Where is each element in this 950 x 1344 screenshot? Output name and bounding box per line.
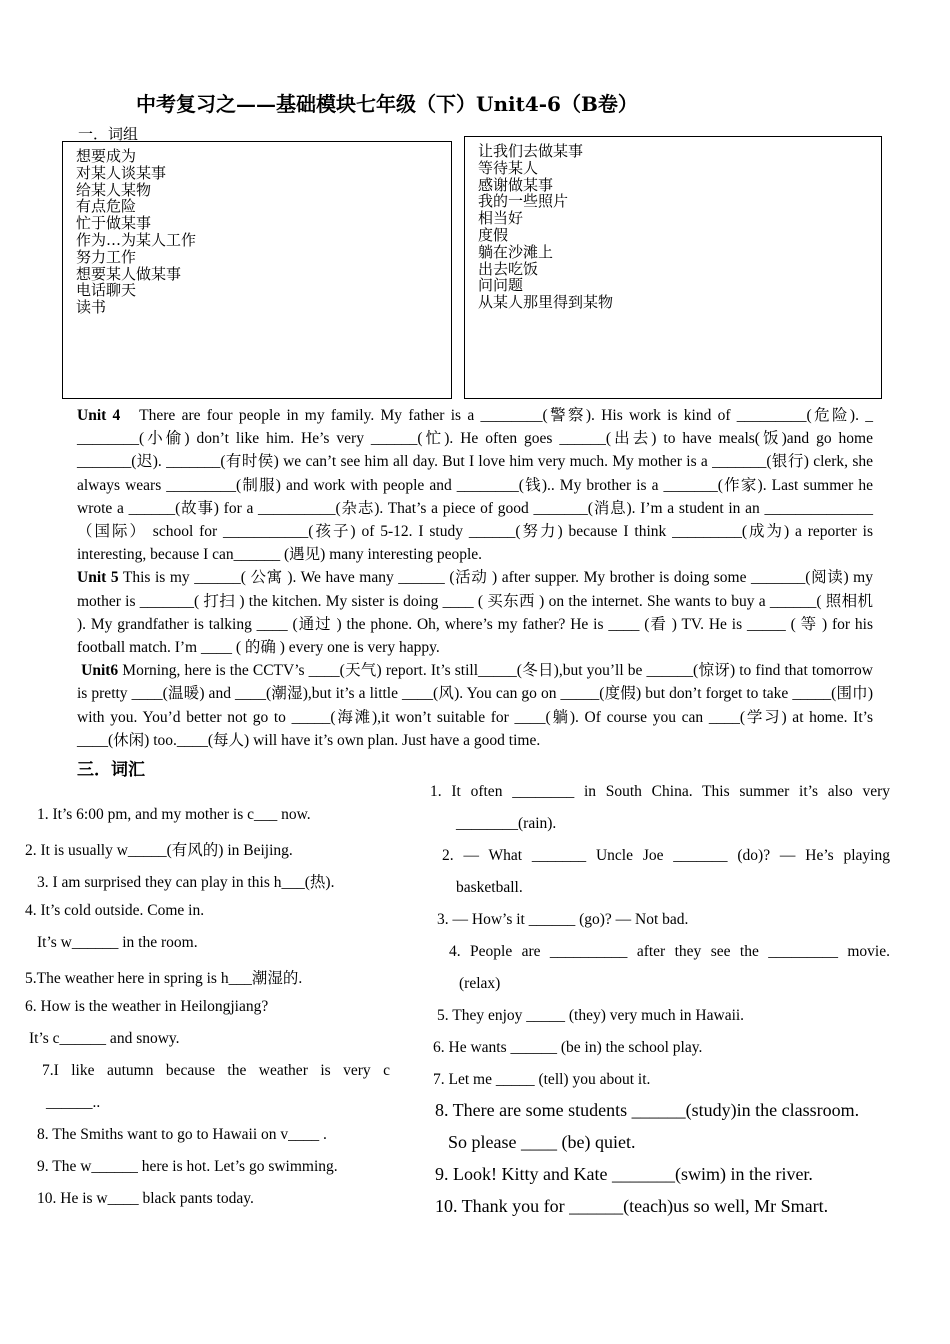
phrase-item: 给某人某物 xyxy=(76,180,152,199)
vocab-question: It’s c______ and snowy. xyxy=(29,1030,180,1047)
phrase-item: 躺在沙滩上 xyxy=(478,242,554,261)
vocab-question: It’s w______ in the room. xyxy=(37,934,198,951)
phrase-item: 想要某人做某事 xyxy=(76,264,182,283)
vocab-question: 9. The w______ here is hot. Let’s go swimming. xyxy=(37,1158,338,1175)
unit5-paragraph xyxy=(77,566,873,659)
phrase-item: 相当好 xyxy=(478,209,524,228)
phrase-item: 等待某人 xyxy=(478,158,539,177)
unit5-text: This is my ______( 公寓 ). We have many ______ (活动 ) after supper. My brother is doing some _______(阅读) my mother is _______( 打扫 ) the kitchen. My sister is doing ____ ( 买东西 ) on the internet. She wants to buy a ______( 照相机 ). My grandfather is talking ____ (通过 ) the phone. Oh, where’s my father? He is ____ (看 ) TV. He is _____ ( 等 ) for his football match. I’m ____ ( 的确 ) every one is very happy. xyxy=(77,569,873,657)
vocab-question: 4. People are __________ after they see the _________ movie. xyxy=(449,943,890,960)
vocab-question: 3. I am surprised they can play in this h___(热). xyxy=(37,874,335,891)
unit4-paragraph xyxy=(77,404,873,566)
phrase-item: 努力工作 xyxy=(76,247,137,266)
vocab-question: 7. Let me _____ (tell) you about it. xyxy=(433,1071,651,1088)
phrase-item: 忙于做某事 xyxy=(76,214,152,233)
vocab-question: 1. It often ________ in South China. This summer it’s also very xyxy=(430,783,890,800)
unit4-text: There are four people in my family. My father is a ________(警察). His work is kind of _________(危险). _ ________(小偷) don’t like him. He’s very ______(忙). He often goes ______(出去) to have meals(饭)and go home _______(迟). _______(有时侯) we can’t see him all day. But I love him very much. My mother is a _______(银行) clerk, she always wears _________(制服) and work with people and ________(钱).. My brother is a _______(作家). Last summer he wrote a ______(故事) for a __________(杂志). That’s a piece of good _______(消息). I’m a student in an ______________（国际） school for ___________(孩子) of 5-12. I study ______(努力) because I think _________(成为) a reporter is interesting, because I can______ (遇见) many interesting people. xyxy=(77,407,873,564)
vocab-question: 4. It’s cold outside. Come in. xyxy=(25,902,205,919)
phrase-item: 作为…为某人工作 xyxy=(76,230,197,249)
phrase-item: 想要成为 xyxy=(76,147,137,165)
vocab-question: 7.I like autumn because the weather is very c xyxy=(42,1062,390,1079)
vocab-question: 5.The weather here in spring is h___潮湿的. xyxy=(25,970,303,987)
phrase-item: 电话聊天 xyxy=(76,281,137,300)
vocab-question: ________(rain). xyxy=(456,815,557,832)
unit6-paragraph xyxy=(77,659,873,752)
vocab-question: 8. There are some students ______(study)in the classroom. xyxy=(435,1100,860,1120)
vocab-question: (relax) xyxy=(459,975,501,992)
section1-heading: 一．词组 xyxy=(78,125,139,143)
vocab-question: ______.. xyxy=(46,1094,101,1111)
vocab-question: 2. — What _______ Uncle Joe _______ (do)? — He’s playing xyxy=(442,847,890,864)
vocab-question: 9. Look! Kitty and Kate _______(swim) in the river. xyxy=(435,1164,813,1184)
page-title: 中考复习之——基础模块七年级（下）Unit4-6（B卷） xyxy=(136,92,638,116)
phrase-item: 让我们去做某事 xyxy=(478,142,584,160)
cloze-passage xyxy=(77,404,873,752)
phrase-item: 度假 xyxy=(478,225,509,244)
vocab-question: 5. They enjoy _____ (they) very much in Hawaii. xyxy=(437,1007,745,1024)
vocab-question: 1. It’s 6:00 pm, and my mother is c___ now. xyxy=(37,806,311,823)
phrase-box-left xyxy=(62,141,452,399)
unit5-label: Unit 5 xyxy=(77,569,119,587)
unit6-label: Unit6 xyxy=(81,662,119,680)
phrase-item: 问问题 xyxy=(478,276,524,295)
vocab-question: So please ____ (be) quiet. xyxy=(448,1132,636,1152)
vocab-question: 6. He wants ______ (be in) the school play. xyxy=(433,1039,703,1056)
phrase-item: 我的一些照片 xyxy=(478,192,569,211)
phrase-item: 出去吃饭 xyxy=(478,259,539,278)
vocab-question: 8. The Smiths want to go to Hawaii on v____ . xyxy=(37,1126,327,1143)
vocab-question: 6. How is the weather in Heilongjiang? xyxy=(25,998,269,1015)
phrase-box-right xyxy=(464,136,882,399)
phrase-item: 从某人那里得到某物 xyxy=(478,293,614,312)
vocab-question: 3. — How’s it ______ (go)? — Not bad. xyxy=(437,911,689,928)
phrase-item: 有点危险 xyxy=(76,197,137,216)
phrase-item: 对某人谈某事 xyxy=(76,163,167,182)
phrase-item: 感谢做某事 xyxy=(478,175,554,194)
unit6-text: Morning, here is the CCTV’s ____(天气) report. It’s still_____(冬日),but you’ll be ______(惊讶) to find that tomorrow is pretty ____(温暖) and ____(潮湿),but it’s a little ____(风). You can go on _____(度假) but don’t forget to take _____(围巾) with you. You’d better not go to _____(海滩),it won’t suitable for ____(躺). Of course you can ____(学习) at home. It’s ____(休闲) too.____(每人) will have it’s own plan. Just have a good time. xyxy=(77,662,873,749)
section3-heading: 三．词汇 xyxy=(77,760,145,780)
vocab-question: 10. He is w____ black pants today. xyxy=(37,1190,254,1207)
vocab-question: 2. It is usually w_____(有风的) in Beijing. xyxy=(25,842,293,859)
vocab-question: basketball. xyxy=(456,879,523,896)
unit4-label: Unit 4 xyxy=(77,407,121,424)
phrase-item: 读书 xyxy=(76,298,107,317)
vocab-question: 10. Thank you for ______(teach)us so well, Mr Smart. xyxy=(435,1196,829,1216)
